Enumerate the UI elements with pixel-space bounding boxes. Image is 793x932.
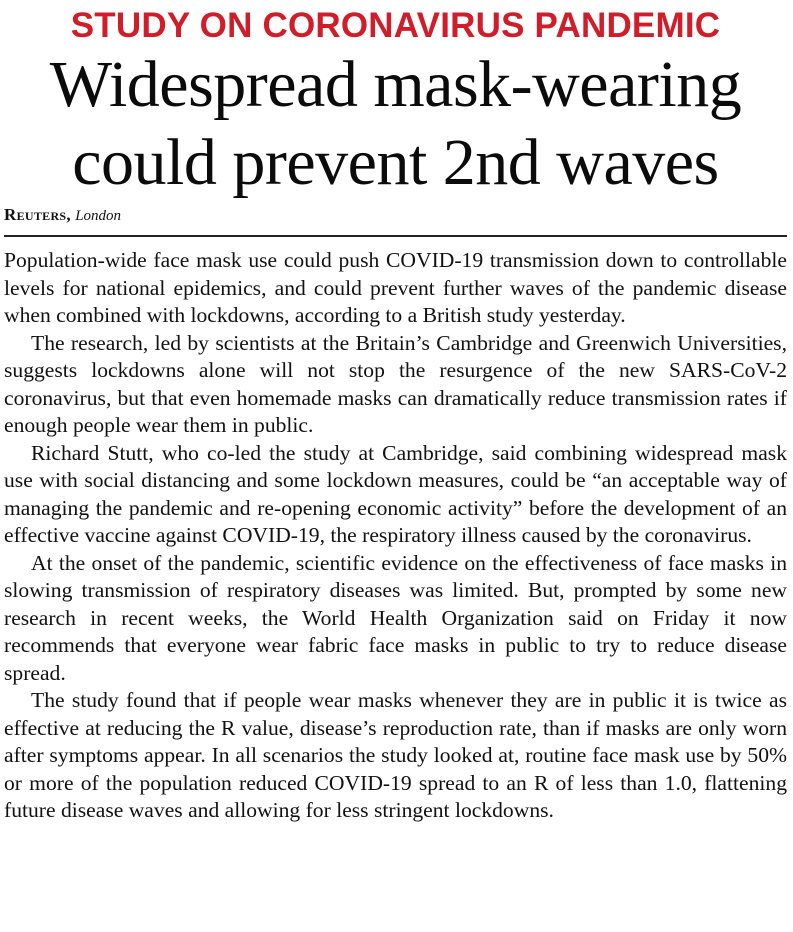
article-paragraph: The study found that if people wear masks whenever they are in public it is twice as effective at reducing the R value, disease’s reproduction rate, than if masks are only worn after symptoms appear. In all scenarios the study looked at, routine face mask use by 50% or more of the population reduced COVID-19 spread to an R of less than 1.0, flattening future disease waves and allowing for less stringent lockdowns.	[4, 688, 787, 822]
byline-dateline: London	[75, 208, 122, 224]
byline-agency: Reuters,	[4, 205, 71, 224]
article-paragraph: Richard Stutt, who co-led the study at Cambridge, said combining widespread mask use with social distancing and some lockdown measures, could be “an acceptable way of managing the pandemic and re-opening economic activity” before the development of an effective vaccine against COVID-19, the respiratory illness caused by the coronavirus.	[4, 440, 787, 547]
section-kicker: STUDY ON CORONAVIRUS PANDEMIC	[70, 6, 721, 45]
headline-line-2: could prevent 2nd waves	[72, 126, 719, 199]
headline	[4, 46, 787, 202]
article-paragraph: At the onset of the pandemic, scientific evidence on the effectiveness of face masks in slowing transmission of respiratory diseases was limited. But, prompted by some new research in recent weeks, the World Health Organization said on Friday it now recommends that everyone wear fabric face masks in public to try to reduce disease spread.	[4, 550, 787, 685]
headline-divider	[4, 235, 787, 237]
article-paragraph: The research, led by scientists at the Britain’s Cambridge and Greenwich Universities, suggests lockdowns alone will not stop the resurgence of the new SARS-CoV-2 coronavirus, but that even homemade masks can dramatically reduce transmission rates if enough people wear them in public.	[4, 330, 787, 437]
byline	[4, 204, 787, 227]
article-paragraph: Population-wide face mask use could push COVID-19 transmission down to controllable levels for national epidemics, and could prevent further waves of the pandemic disease when combined with lockdowns, according to a British study yesterday.	[4, 248, 787, 327]
headline-line-1: Widespread mask-wearing	[49, 48, 742, 121]
article-body	[4, 247, 787, 825]
